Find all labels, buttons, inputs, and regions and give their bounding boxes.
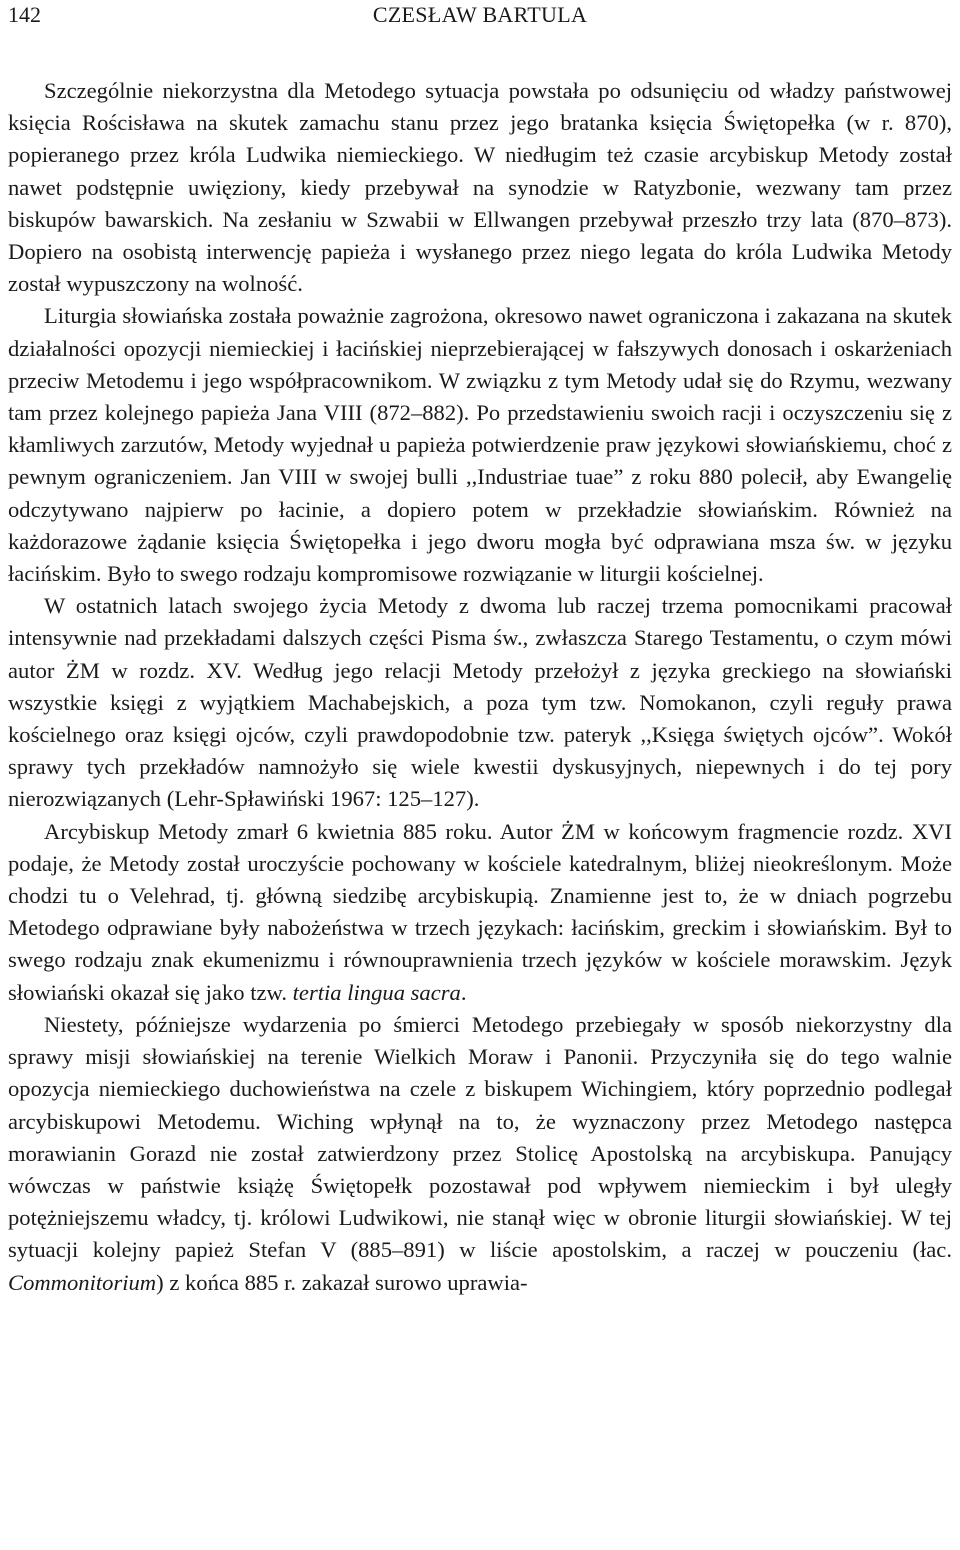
paragraph-2 (8, 300, 952, 590)
paragraph-text: Liturgia słowiańska została poważnie zagrożona, okresowo nawet ograniczona i zakazana na skutek działalności opozycji niemieckiej i łacińskiej nieprzebierającej w fałszywych donosach i oskarżeniach przeciw Metodemu i jego współpracownikom. W związku z tym Metody udał się do Rzymu, wezwany tam przez kolejnego papieża Jana VIII (872–882). Po przedstawieniu swoich racji i oczyszczeniu się z kłamliwych zarzutów, Metody wyjednał u papieża potwierdzenie praw językowi słowiańskiemu, choć z pewnym ograniczeniem. Jan VIII w swojej bulli ,,Industriae tuae” z roku 880 polecił, aby Ewangelię odczytywano najpierw po łacinie, a dopiero potem w przekładzie słowiańskim. Również na każdorazowe żądanie księcia Świętopełka i jego dworu mogła być odprawiana msza św. w języku łacińskim. Było to swego rodzaju kompromisowe rozwiązanie w liturgii kościelnej. (8, 303, 952, 587)
running-title: CZESŁAW BARTULA (372, 2, 588, 27)
body-text (8, 42, 952, 1299)
book-page (8, 0, 952, 1550)
paragraph-text: ) z końca 885 r. zakazał surowo uprawia- (156, 1269, 528, 1295)
paragraph-3 (8, 590, 952, 815)
italic-term-commonitorium: Commonitorium (8, 1269, 157, 1295)
paragraph-4 (8, 816, 952, 1009)
paragraph-text: Szczególnie niekorzystna dla Metodego sytuacja powstała po odsunięciu od władzy państwowej księcia Rościsława na skutek zamachu stanu przez jego bratanka księcia Świętopełka (w r. 870), popieranego przez króla Ludwika niemieckiego. W niedługim też czasie arcybiskup Metody został nawet podstępnie uwięziony, kiedy przebywał na synodzie w Ratyzbonie, wezwany tam przez biskupów bawarskich. Na zesłaniu w Szwabii w Ellwangen przebywał przeszło trzy lata (870–873). Dopiero na osobistą interwencję papieża i wysłanego przez niego legata do króla Ludwika Metody został wypuszczony na wolność. (8, 78, 952, 297)
paragraph-5 (8, 1009, 952, 1299)
paragraph-1 (8, 75, 952, 300)
paragraph-text: Niestety, późniejsze wydarzenia po śmierci Metodego przebiegały w sposób niekorzystny dla sprawy misji słowiańskiej na terenie Wielkich Moraw i Panonii. Przyczyniła się do tego walnie opozycja niemieckiego duchowieństwa na czele z biskupem Wichingiem, który poprzednio podlegał arcybiskupowi Metodemu. Wiching wpłynął na to, że wyznaczony przez Metodego następca morawianin Gorazd nie został zatwierdzony przez Stolicę Apostolską na arcybiskupa. Panujący wówczas w państwie książę Świętopełk pozostawał pod wpływem niemieckim i był uległy potężniejszemu władcy, tj. królowi Ludwikowi, nie stanął więc w obronie liturgii słowiańskiej. W tej sytuacji kolejny papież Stefan V (885–891) w liście apostolskim, a raczej w pouczeniu (łac. (8, 1011, 952, 1263)
paragraph-text: . (460, 979, 467, 1005)
paragraph-text: Arcybiskup Metody zmarł 6 kwietnia 885 roku. Autor ŻM w końcowym fragmencie rozdz. XVI podaje, że Metody został uroczyście pochowany w kościele katedralnym, bliżej nieokreślonym. Może chodzi tu o Velehrad, tj. główną siedzibę arcybiskupią. Znamienne jest to, że w dniach pogrzebu Metodego odprawiane były nabożeństwa w trzech językach: łacińskim, greckim i słowiańskim. Był to swego rodzaju znak ekumenizmu i równouprawnienia trzech języków w kościele morawskim. Język słowiański okazał się jako tzw. (8, 818, 952, 1005)
italic-term-tertia-lingua-sacra: tertia lingua sacra (292, 979, 461, 1005)
page-number: 142 (8, 2, 41, 27)
running-header (8, 0, 952, 42)
paragraph-text: W ostatnich latach swojego życia Metody z dwoma lub raczej trzema pomocnikami pracował intensywnie nad przekładami dalszych części Pisma św., zwłaszcza Starego Testamentu, o czym mówi autor ŻM w rozdz. XV. Według jego relacji Metody przełożył z języka greckiego na słowiański wszystkie księgi z wyjątkiem Machabejskich, a poza tym tzw. Nomokanon, czyli reguły prawa kościelnego oraz księgi ojców, czyli prawdopodobnie tzw. pateryk ,,Księga świętych ojców”. Wokół sprawy tych przekładów namnożyło się wiele kwestii dyskusyjnych, niepewnych i do tej pory nierozwiązanych (Lehr-Spławiński 1967: 125–127). (8, 593, 952, 812)
